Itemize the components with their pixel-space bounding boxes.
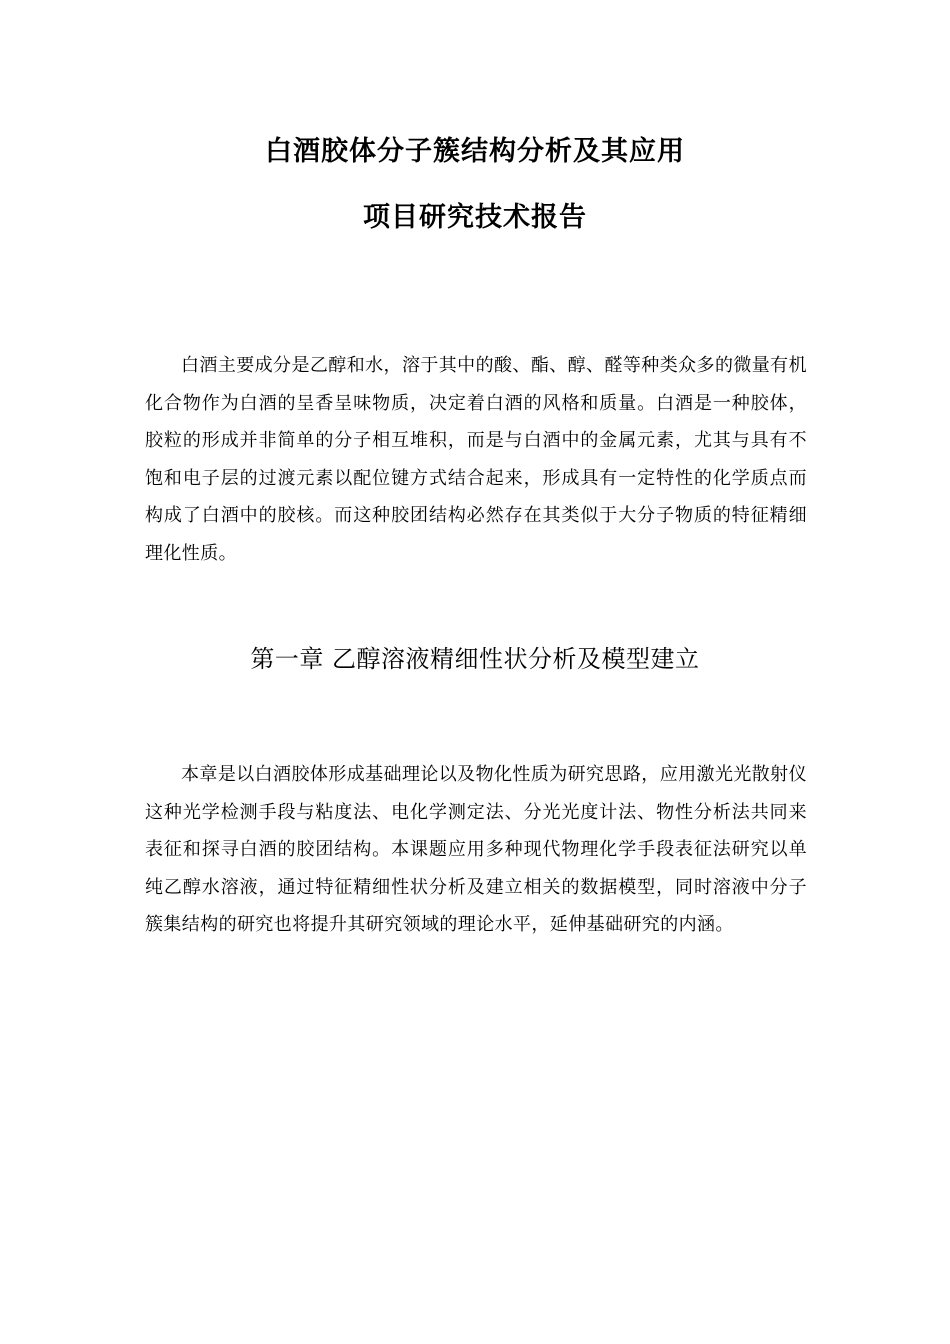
report-title-line-2: 项目研究技术报告 — [363, 202, 587, 233]
report-title-line-1: 白酒胶体分子簇结构分析及其应用 — [265, 136, 685, 167]
chapter-1-heading: 第一章 乙醇溶液精细性状分析及模型建立 — [250, 645, 700, 673]
intro-paragraph: 白酒主要成分是乙醇和水，溶于其中的酸、酯、醇、醛等种类众多的微量有机化合物作为白酒的呈香呈味物质，决定着白酒的风格和质量。白酒是一种胶体，胶粒的形成并非简单的分子相互堆积，而是与白酒中的金属元素，尤其与具有不饱和电子层的过渡元素以配位键方式结合起来，形成具有一定特性的化学质点而构成了白酒中的胶核。而这种胶团结构必然存在其类似于大分子物质的特征精细理化性质。 — [145, 355, 807, 564]
chapter-1-paragraph: 本章是以白酒胶体形成基础理论以及物化性质为研究思路，应用激光光散射仪这种光学检测手段与粘度法、电化学测定法、分光光度计法、物性分析法共同来表征和探寻白酒的胶团结构。本课题应用多种现代物理化学手段表征法研究以单纯乙醇水溶液，通过特征精细性状分析及建立相关的数据模型，同时溶液中分子簇集结构的研究也将提升其研究领域的理论水平，延伸基础研究的内涵。 — [145, 764, 807, 936]
